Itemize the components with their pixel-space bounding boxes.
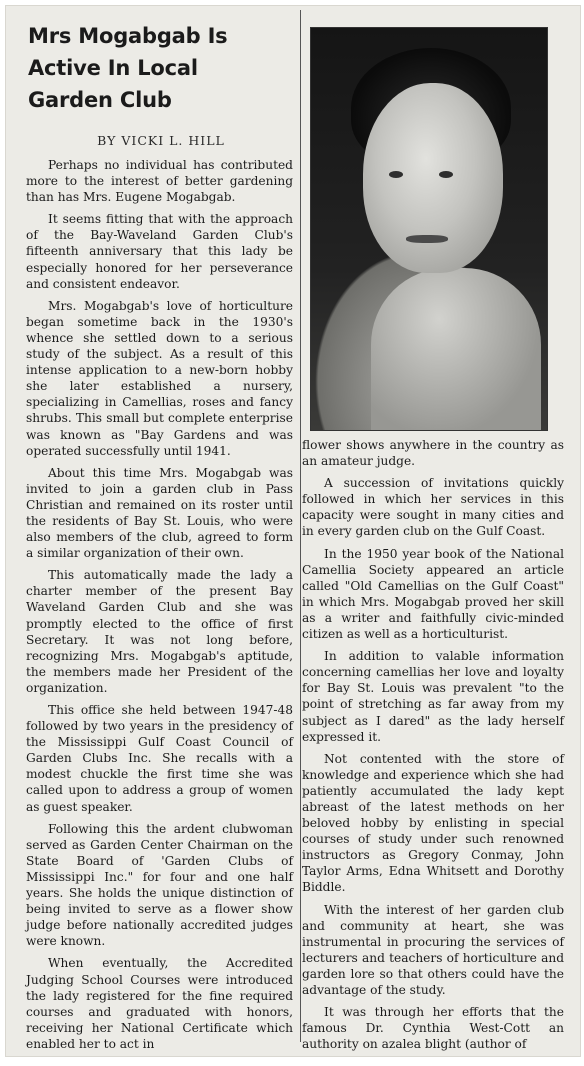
paragraph: This automatically made the lady a charter member of the present Bay Waveland Garden Club and she was promptly elected to the office of first Secretary. It was not long before, recognizing Mrs. Mogabgab's aptitude, the members made her President of the organization. xyxy=(26,568,293,695)
paragraph: It was through her efforts that the famous Dr. Cynthia West-Cott an authority on azalea blight (author of xyxy=(302,1005,564,1052)
paragraph: Mrs. Mogabgab's love of horticulture began sometime back in the 1930's whence she settled down to a serious study of the subject. As a result of this intense application to a new-born hobby she later established a nursery, specializing in Camellias, roses and fancy shrubs. This small but complete enterprise was known as "Bay Gardens and was operated successfully until 1941. xyxy=(26,298,293,458)
paragraph: Perhaps no individual has contributed more to the interest of better gardening than has Mrs. Eugene Mogabgab. xyxy=(26,158,293,205)
article-column-left xyxy=(26,157,293,1058)
headline xyxy=(28,20,298,116)
paragraph-continued: flower shows anywhere in the country as an amateur judge. xyxy=(302,438,564,469)
byline: BY VICKI L. HILL xyxy=(97,133,225,148)
article-column-right xyxy=(302,437,564,1058)
portrait-photo xyxy=(310,27,548,431)
paragraph: When eventually, the Accredited Judging School Courses were introduced the lady registered for the fine required courses and graduated with honors, receiving her National Certificate which enabled her to act in xyxy=(26,956,293,1051)
paragraph: With the interest of her garden club and community at heart, she was instrumental in procuring the services of lecturers and teachers of horticulture and garden lore so that others could have the advantage of the study. xyxy=(302,902,564,997)
paragraph: Following this the ardent clubwoman served as Garden Center Chairman on the State Board of 'Garden Clubs of Mississippi Inc." for four and one half years. She holds the unique distinction of being invited to serve as a flower show judge before nationally accredited judges were known. xyxy=(26,821,293,949)
paragraph: About this time Mrs. Mogabgab was invited to join a garden club in Pass Christian and remained on its roster until the residents of Bay St. Louis, who were also members of the club, agreed to form a similar organization of their own. xyxy=(26,465,293,561)
paragraph: In the 1950 year book of the National Camellia Society appeared an article called "Old Camellias on the Gulf Coast" in which Mrs. Mogabgab proved her skill as a writer and faithfully civic-minded citizen as well as a horticulturist. xyxy=(302,546,564,642)
paragraph: In addition to valable information concerning camellias her love and loyalty for Bay St. Louis was prevalent "to the point of stretching as far away from my subject as I dared" as the lady herself expressed it. xyxy=(302,649,564,744)
column-divider xyxy=(300,10,301,1042)
paragraph: A succession of invitations quickly followed in which her services in this capacity were sought in many cities and in every garden club on the Gulf Coast. xyxy=(302,476,564,539)
headline-line-1: Mrs Mogabgab Is xyxy=(28,24,228,48)
paragraph: This office she held between 1947-48 followed by two years in the presidency of the Mississippi Gulf Coast Council of Garden Clubs Inc. She recalls with a modest chuckle the first time she was called upon to address a group of women as guest speaker. xyxy=(26,703,293,814)
paragraph: It seems fitting that with the approach of the Bay-Waveland Garden Club's fifteenth anniversary that this lady be especially honored for her perseverance and consistent endeavor. xyxy=(26,212,293,291)
headline-line-2: Active In Local xyxy=(28,56,198,80)
headline-line-3: Garden Club xyxy=(28,88,172,112)
paragraph: Not contented with the store of knowledge and experience which she had patiently accumulated the lady kept abreast of the latest methods on her beloved hobby by enlisting in special courses of study under such renowned instructors as Gregory Conmay, John Taylor Arms, Edna Whitsett and Dorothy Biddle. xyxy=(302,751,564,895)
